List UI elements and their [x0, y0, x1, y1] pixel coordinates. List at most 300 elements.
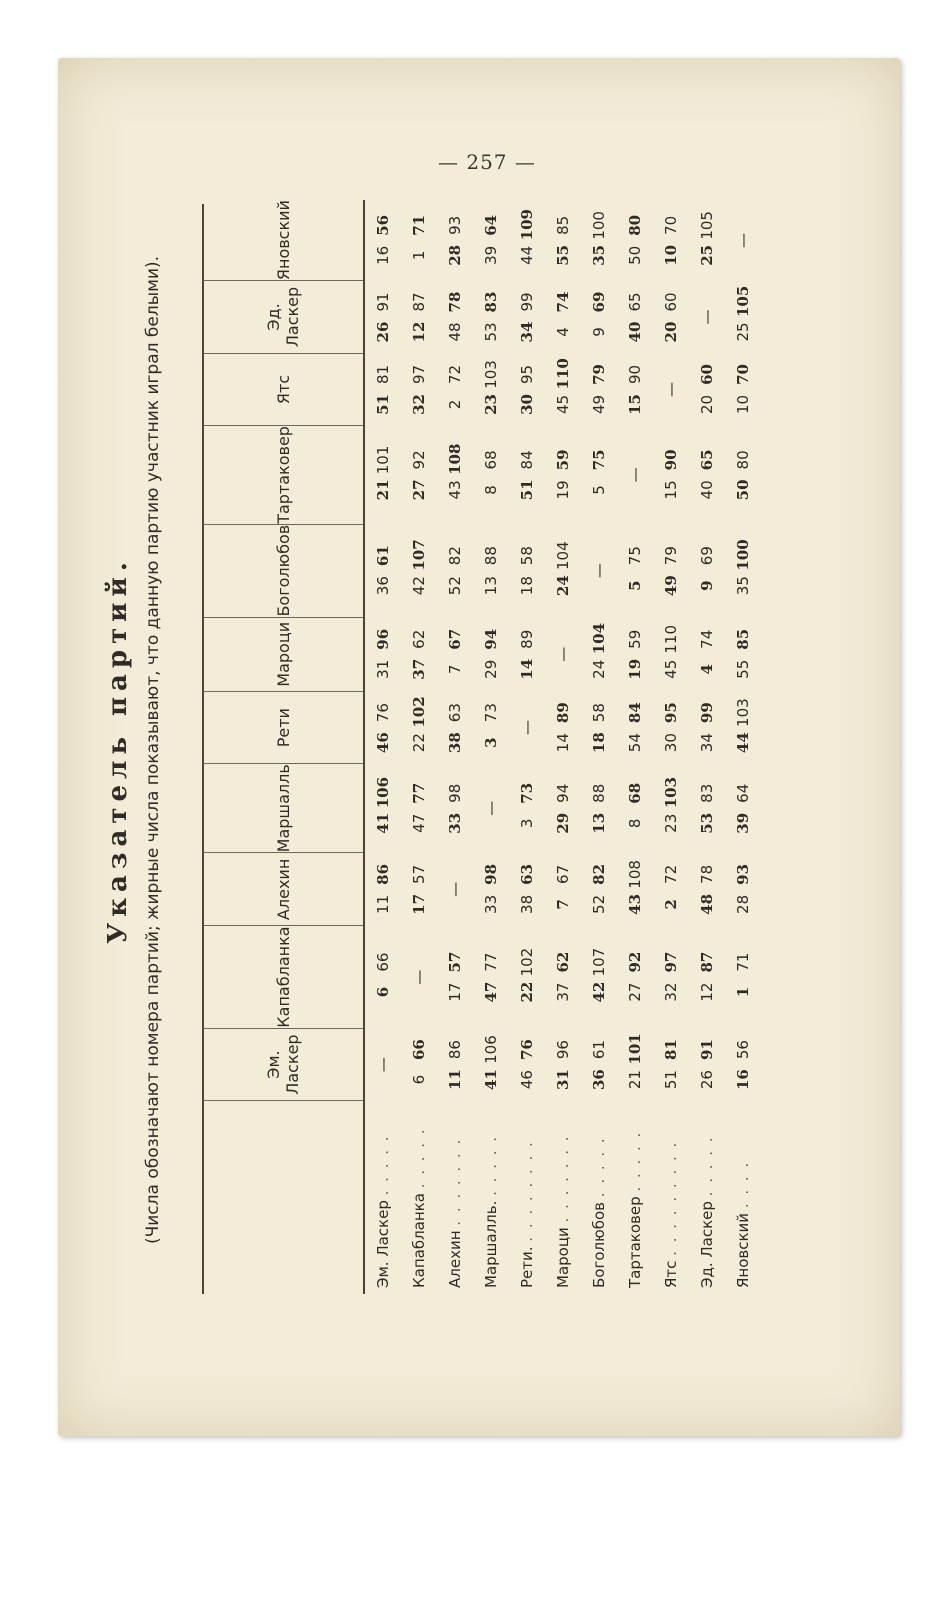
game-number: 88: [482, 546, 500, 566]
player-name: Капабланка: [410, 1188, 428, 1288]
dot-leader: . . . . .: [626, 1130, 644, 1192]
game-cell: [437, 1028, 473, 1101]
table-row: [401, 200, 437, 1294]
game-cell: [509, 617, 545, 691]
self-dash: —: [518, 720, 536, 736]
player-name: Эм. Ласкер: [374, 1195, 392, 1288]
game-cell: [581, 926, 617, 1028]
game-number: 69: [698, 546, 716, 566]
game-cell: [364, 353, 401, 425]
game-number-white: 44: [734, 732, 752, 754]
game-number: 100: [590, 211, 608, 240]
game-number: 85: [554, 215, 572, 235]
game-number-white: 100: [734, 539, 752, 571]
game-cell: [545, 1028, 581, 1101]
game-number: 52: [446, 576, 464, 596]
column-header: [203, 617, 364, 691]
player-name-cell: [725, 1101, 761, 1294]
game-number: 87: [410, 292, 428, 312]
self-dash: —: [554, 646, 572, 662]
game-cell: [689, 524, 725, 617]
game-number: 11: [374, 894, 392, 914]
game-number-white: 41: [482, 1069, 500, 1090]
dot-leader: . . . . .: [590, 1136, 608, 1198]
game-number-white: 21: [374, 479, 392, 501]
game-number-white: 78: [446, 291, 464, 313]
game-cell: [364, 200, 401, 281]
game-cell: [364, 426, 401, 525]
game-number-white: 48: [698, 893, 716, 915]
player-name-cell: [364, 1101, 401, 1294]
game-number-white: 94: [482, 628, 500, 650]
game-number-white: 89: [554, 702, 572, 724]
game-number: 20: [698, 394, 716, 414]
game-number: 19: [554, 480, 572, 500]
game-number: 30: [662, 733, 680, 753]
game-number: 61: [590, 1040, 608, 1060]
game-cell: [364, 692, 401, 764]
game-number-white: 13: [590, 812, 608, 834]
game-cell: [725, 764, 761, 853]
game-number-white: 26: [374, 321, 392, 343]
game-number-white: 40: [626, 321, 644, 343]
column-header-label: Боголюбов: [273, 524, 293, 617]
game-number: 98: [446, 783, 464, 803]
player-name-cell: [617, 1101, 653, 1294]
column-header: [203, 692, 364, 764]
game-number: 37: [554, 982, 572, 1002]
game-cell: [509, 764, 545, 853]
game-cell: [437, 926, 473, 1028]
game-number-white: 91: [698, 1039, 716, 1060]
game-cell: [617, 692, 653, 764]
game-cell: [581, 200, 617, 281]
game-cell: [401, 426, 437, 525]
game-number-white: 50: [734, 479, 752, 501]
game-cell: [653, 426, 689, 525]
game-number-white: 63: [518, 863, 536, 885]
game-cell: [653, 926, 689, 1028]
player-name: Рети.: [518, 1241, 536, 1288]
game-number-white: 36: [590, 1069, 608, 1090]
game-number: 35: [734, 576, 752, 596]
column-header-label: Яновский: [273, 200, 293, 281]
game-cell: [401, 353, 437, 425]
game-number: 86: [446, 1040, 464, 1060]
game-number-white: 84: [626, 702, 644, 724]
game-number-white: 19: [626, 658, 644, 680]
self-dash: —: [662, 381, 680, 397]
game-number: 77: [482, 952, 500, 972]
game-cell: [364, 617, 401, 691]
column-header: [203, 764, 364, 853]
game-number-white: 27: [410, 479, 428, 501]
game-cell: [689, 764, 725, 853]
game-number: 15: [662, 480, 680, 500]
game-cell: [401, 764, 437, 853]
game-number: 56: [734, 1040, 752, 1060]
game-number: 75: [626, 546, 644, 566]
table-row: [473, 200, 509, 1294]
game-cell: [617, 853, 653, 926]
game-number: 88: [590, 783, 608, 803]
game-number: 57: [410, 864, 428, 884]
dot-leader: . . . . . . .: [554, 1134, 572, 1223]
table-row: [617, 200, 653, 1294]
game-cell: [617, 426, 653, 525]
game-number: 92: [410, 450, 428, 470]
game-cell: [581, 426, 617, 525]
game-number: 84: [518, 450, 536, 470]
game-number: 103: [482, 360, 500, 389]
game-number: 103: [734, 698, 752, 727]
dot-leader: . . . . . . . .: [518, 1140, 536, 1242]
game-number-white: 22: [518, 981, 536, 1003]
game-number: 74: [698, 629, 716, 649]
game-cell: [617, 281, 653, 354]
game-number: 22: [410, 733, 428, 753]
dot-leader: . . . .: [734, 1160, 752, 1209]
game-number-white: 29: [554, 812, 572, 834]
game-cell: [725, 692, 761, 764]
game-number: 13: [482, 576, 500, 596]
game-number: 18: [518, 576, 536, 596]
game-cell: [509, 853, 545, 926]
game-number: 21: [626, 1070, 644, 1090]
game-number-white: 107: [410, 539, 428, 571]
game-number-white: 34: [518, 321, 536, 343]
game-cell: [473, 853, 509, 926]
game-number-white: 83: [482, 291, 500, 313]
table-row: [581, 200, 617, 1294]
game-number: 6: [410, 1074, 428, 1085]
game-number: 53: [482, 322, 500, 342]
game-number-white: 23: [482, 394, 500, 415]
game-number: 36: [374, 576, 392, 596]
game-number-white: 53: [698, 812, 716, 834]
game-cell: [364, 926, 401, 1028]
game-number-white: 66: [410, 1039, 428, 1060]
game-number-white: 85: [734, 628, 752, 650]
game-number-white: 102: [410, 696, 428, 728]
game-number: 72: [446, 364, 464, 384]
game-number-white: 90: [662, 449, 680, 471]
game-number-white: 82: [590, 863, 608, 885]
game-number: 23: [662, 813, 680, 833]
player-name: Яновский: [734, 1208, 752, 1288]
game-number: 42: [410, 576, 428, 596]
game-number-white: 60: [698, 364, 716, 385]
game-number: 32: [662, 982, 680, 1002]
game-number: 26: [698, 1070, 716, 1090]
player-name-cell: [509, 1101, 545, 1294]
game-number: 72: [662, 864, 680, 884]
game-number-white: 57: [446, 951, 464, 973]
game-number-white: 6: [374, 986, 392, 998]
game-cell: [437, 692, 473, 764]
game-cell: [653, 1028, 689, 1101]
dot-leader: . . . . .: [374, 1134, 392, 1196]
game-number-white: 25: [698, 244, 716, 266]
table-row: [364, 200, 401, 1294]
game-number: 107: [590, 947, 608, 977]
player-name-cell: [653, 1101, 689, 1294]
game-number: 9: [590, 327, 608, 337]
player-name-cell: [545, 1101, 581, 1294]
player-name: Алехин: [446, 1225, 464, 1288]
game-cell: [545, 926, 581, 1028]
table-row: [653, 200, 689, 1294]
game-number: 73: [482, 703, 500, 723]
game-number-white: 20: [662, 321, 680, 343]
game-number: 54: [626, 733, 644, 753]
game-number: 25: [734, 322, 752, 342]
dot-leader: . . . . .: [482, 1134, 500, 1196]
game-cell: [473, 524, 509, 617]
game-number: 90: [626, 364, 644, 384]
game-cell: [509, 200, 545, 281]
game-index-table: [203, 200, 761, 1294]
game-number-white: 104: [590, 622, 608, 655]
game-cell: [401, 853, 437, 926]
column-header-label: Ятс: [273, 374, 293, 405]
game-number-white: 55: [554, 244, 572, 266]
game-number-white: 65: [698, 449, 716, 471]
game-number: 46: [518, 1070, 536, 1090]
column-header: [203, 524, 364, 617]
game-number: 3: [518, 818, 536, 829]
game-cell: [437, 853, 473, 926]
game-cell: [401, 200, 437, 281]
game-cell: [509, 1028, 545, 1101]
game-cell: [653, 764, 689, 853]
game-number: 39: [482, 245, 500, 265]
game-cell: [653, 281, 689, 354]
game-number-white: 92: [626, 951, 644, 973]
player-name: Боголюбов: [590, 1197, 608, 1288]
game-number-white: 51: [374, 394, 392, 415]
game-number: 10: [734, 394, 752, 414]
column-header: [203, 853, 364, 926]
game-number: 97: [410, 364, 428, 384]
game-number-white: 12: [410, 321, 428, 343]
game-number-white: 30: [518, 394, 536, 415]
game-number-white: 97: [662, 951, 680, 973]
column-header: [203, 353, 364, 425]
game-cell: [473, 200, 509, 281]
column-header: [203, 200, 364, 281]
dot-leader: . . . . .: [698, 1135, 716, 1197]
game-number: 101: [374, 445, 392, 475]
game-number-white: 2: [662, 899, 680, 910]
player-name-cell: [437, 1101, 473, 1294]
game-number-white: 46: [374, 732, 392, 754]
game-cell: [617, 1028, 653, 1101]
game-number: 12: [698, 982, 716, 1002]
game-cell: [725, 426, 761, 525]
game-cell: [689, 926, 725, 1028]
game-cell: [437, 617, 473, 691]
game-number-white: 77: [410, 782, 428, 804]
game-cell: [401, 1028, 437, 1101]
game-cell: [401, 617, 437, 691]
game-number-white: 42: [590, 981, 608, 1003]
game-cell: [473, 617, 509, 691]
table-row: [689, 200, 725, 1294]
game-cell: [545, 353, 581, 425]
game-cell: [689, 426, 725, 525]
game-number-white: 95: [662, 702, 680, 724]
game-cell: [725, 524, 761, 617]
game-number: 44: [518, 245, 536, 265]
game-number-white: 56: [374, 214, 392, 236]
game-cell: [473, 692, 509, 764]
page-title: Указатель партий.: [103, 556, 133, 944]
game-cell: [473, 281, 509, 354]
game-number-white: 71: [410, 214, 428, 236]
game-cell: [364, 281, 401, 354]
player-name-cell: [401, 1101, 437, 1294]
player-name: Ятс: [662, 1255, 680, 1288]
game-number-white: 98: [482, 863, 500, 885]
game-number: 29: [482, 659, 500, 679]
game-cell: [364, 853, 401, 926]
game-number: 55: [734, 659, 752, 679]
game-cell: [653, 617, 689, 691]
game-number-white: 37: [410, 658, 428, 680]
game-number: 40: [698, 480, 716, 500]
game-number: 28: [734, 894, 752, 914]
game-number-white: 69: [590, 291, 608, 313]
game-cell: [473, 764, 509, 853]
game-number-white: 109: [518, 209, 536, 241]
game-cell: [509, 926, 545, 1028]
game-cell: [473, 353, 509, 425]
game-number: 47: [410, 813, 428, 833]
self-dash: —: [482, 800, 500, 816]
game-cell: [653, 200, 689, 281]
game-number-white: 103: [662, 776, 680, 809]
game-number-white: 93: [734, 863, 752, 885]
game-number: 104: [554, 541, 572, 570]
game-number-white: 80: [626, 214, 644, 236]
game-cell: [581, 281, 617, 354]
game-number-white: 73: [518, 782, 536, 804]
game-number: 45: [662, 659, 680, 679]
game-cell: [545, 617, 581, 691]
game-cell: [509, 524, 545, 617]
game-number-white: 76: [518, 1039, 536, 1060]
game-number-white: 9: [698, 580, 716, 591]
game-cell: [617, 926, 653, 1028]
dot-leader: . . . . . . . . .: [662, 1140, 680, 1256]
game-number: 62: [410, 629, 428, 649]
game-number: 34: [698, 733, 716, 753]
game-cell: [473, 426, 509, 525]
game-number: 76: [374, 703, 392, 723]
game-cell: [581, 1028, 617, 1101]
game-cell: [725, 353, 761, 425]
game-number-white: 39: [734, 812, 752, 834]
game-number: 102: [518, 947, 536, 977]
game-cell: [725, 853, 761, 926]
game-number: 2: [446, 399, 464, 410]
game-cell: [401, 281, 437, 354]
game-number-white: 18: [590, 732, 608, 754]
game-cell: [581, 764, 617, 853]
game-number: 52: [590, 894, 608, 914]
game-number: 95: [518, 364, 536, 384]
self-dash: —: [590, 563, 608, 579]
game-cell: [509, 353, 545, 425]
game-cell: [437, 764, 473, 853]
game-cell: [581, 853, 617, 926]
table-row: [545, 200, 581, 1294]
game-number-white: 96: [374, 628, 392, 650]
game-number-white: 38: [446, 732, 464, 754]
game-number: 65: [626, 292, 644, 312]
game-number: 27: [626, 982, 644, 1002]
game-number: 82: [446, 546, 464, 566]
game-cell: [689, 281, 725, 354]
game-cell: [545, 764, 581, 853]
game-cell: [509, 281, 545, 354]
game-number-white: 74: [554, 291, 572, 313]
game-number: 93: [446, 215, 464, 235]
game-number: 43: [446, 480, 464, 500]
game-number: 38: [518, 894, 536, 914]
dot-leader: . . . . .: [410, 1127, 428, 1189]
game-number-white: 14: [518, 658, 536, 680]
game-number: 16: [374, 245, 392, 265]
game-number: 68: [482, 450, 500, 470]
game-number: 91: [374, 292, 392, 312]
game-number-white: 87: [698, 951, 716, 973]
game-number: 24: [590, 659, 608, 679]
game-number-white: 99: [698, 702, 716, 724]
column-header: [203, 281, 364, 354]
game-number-white: 61: [374, 545, 392, 567]
game-cell: [545, 200, 581, 281]
game-cell: [689, 692, 725, 764]
game-cell: [437, 353, 473, 425]
game-number: 49: [590, 394, 608, 414]
self-dash: —: [698, 309, 716, 325]
game-cell: [509, 692, 545, 764]
game-cell: [689, 353, 725, 425]
game-cell: [653, 853, 689, 926]
game-number: 70: [662, 215, 680, 235]
game-number-white: 105: [734, 285, 752, 317]
game-number-white: 86: [374, 863, 392, 885]
game-number-white: 64: [482, 214, 500, 236]
self-dash: —: [734, 232, 752, 248]
game-cell: [401, 524, 437, 617]
game-number: 94: [554, 783, 572, 803]
game-cell: [473, 1028, 509, 1101]
game-number-white: 62: [554, 951, 572, 973]
game-number-white: 1: [734, 986, 752, 998]
game-cell: [617, 617, 653, 691]
column-header-label: Эм. Ласкер: [264, 1034, 302, 1095]
game-number: 8: [626, 818, 644, 829]
page-number: — 257 —: [438, 150, 536, 174]
player-name: Эд. Ласкер: [698, 1196, 716, 1288]
game-number-white: 31: [554, 1069, 572, 1090]
column-header-label: Рети: [273, 708, 293, 748]
game-number: 78: [698, 864, 716, 884]
game-cell: [545, 524, 581, 617]
